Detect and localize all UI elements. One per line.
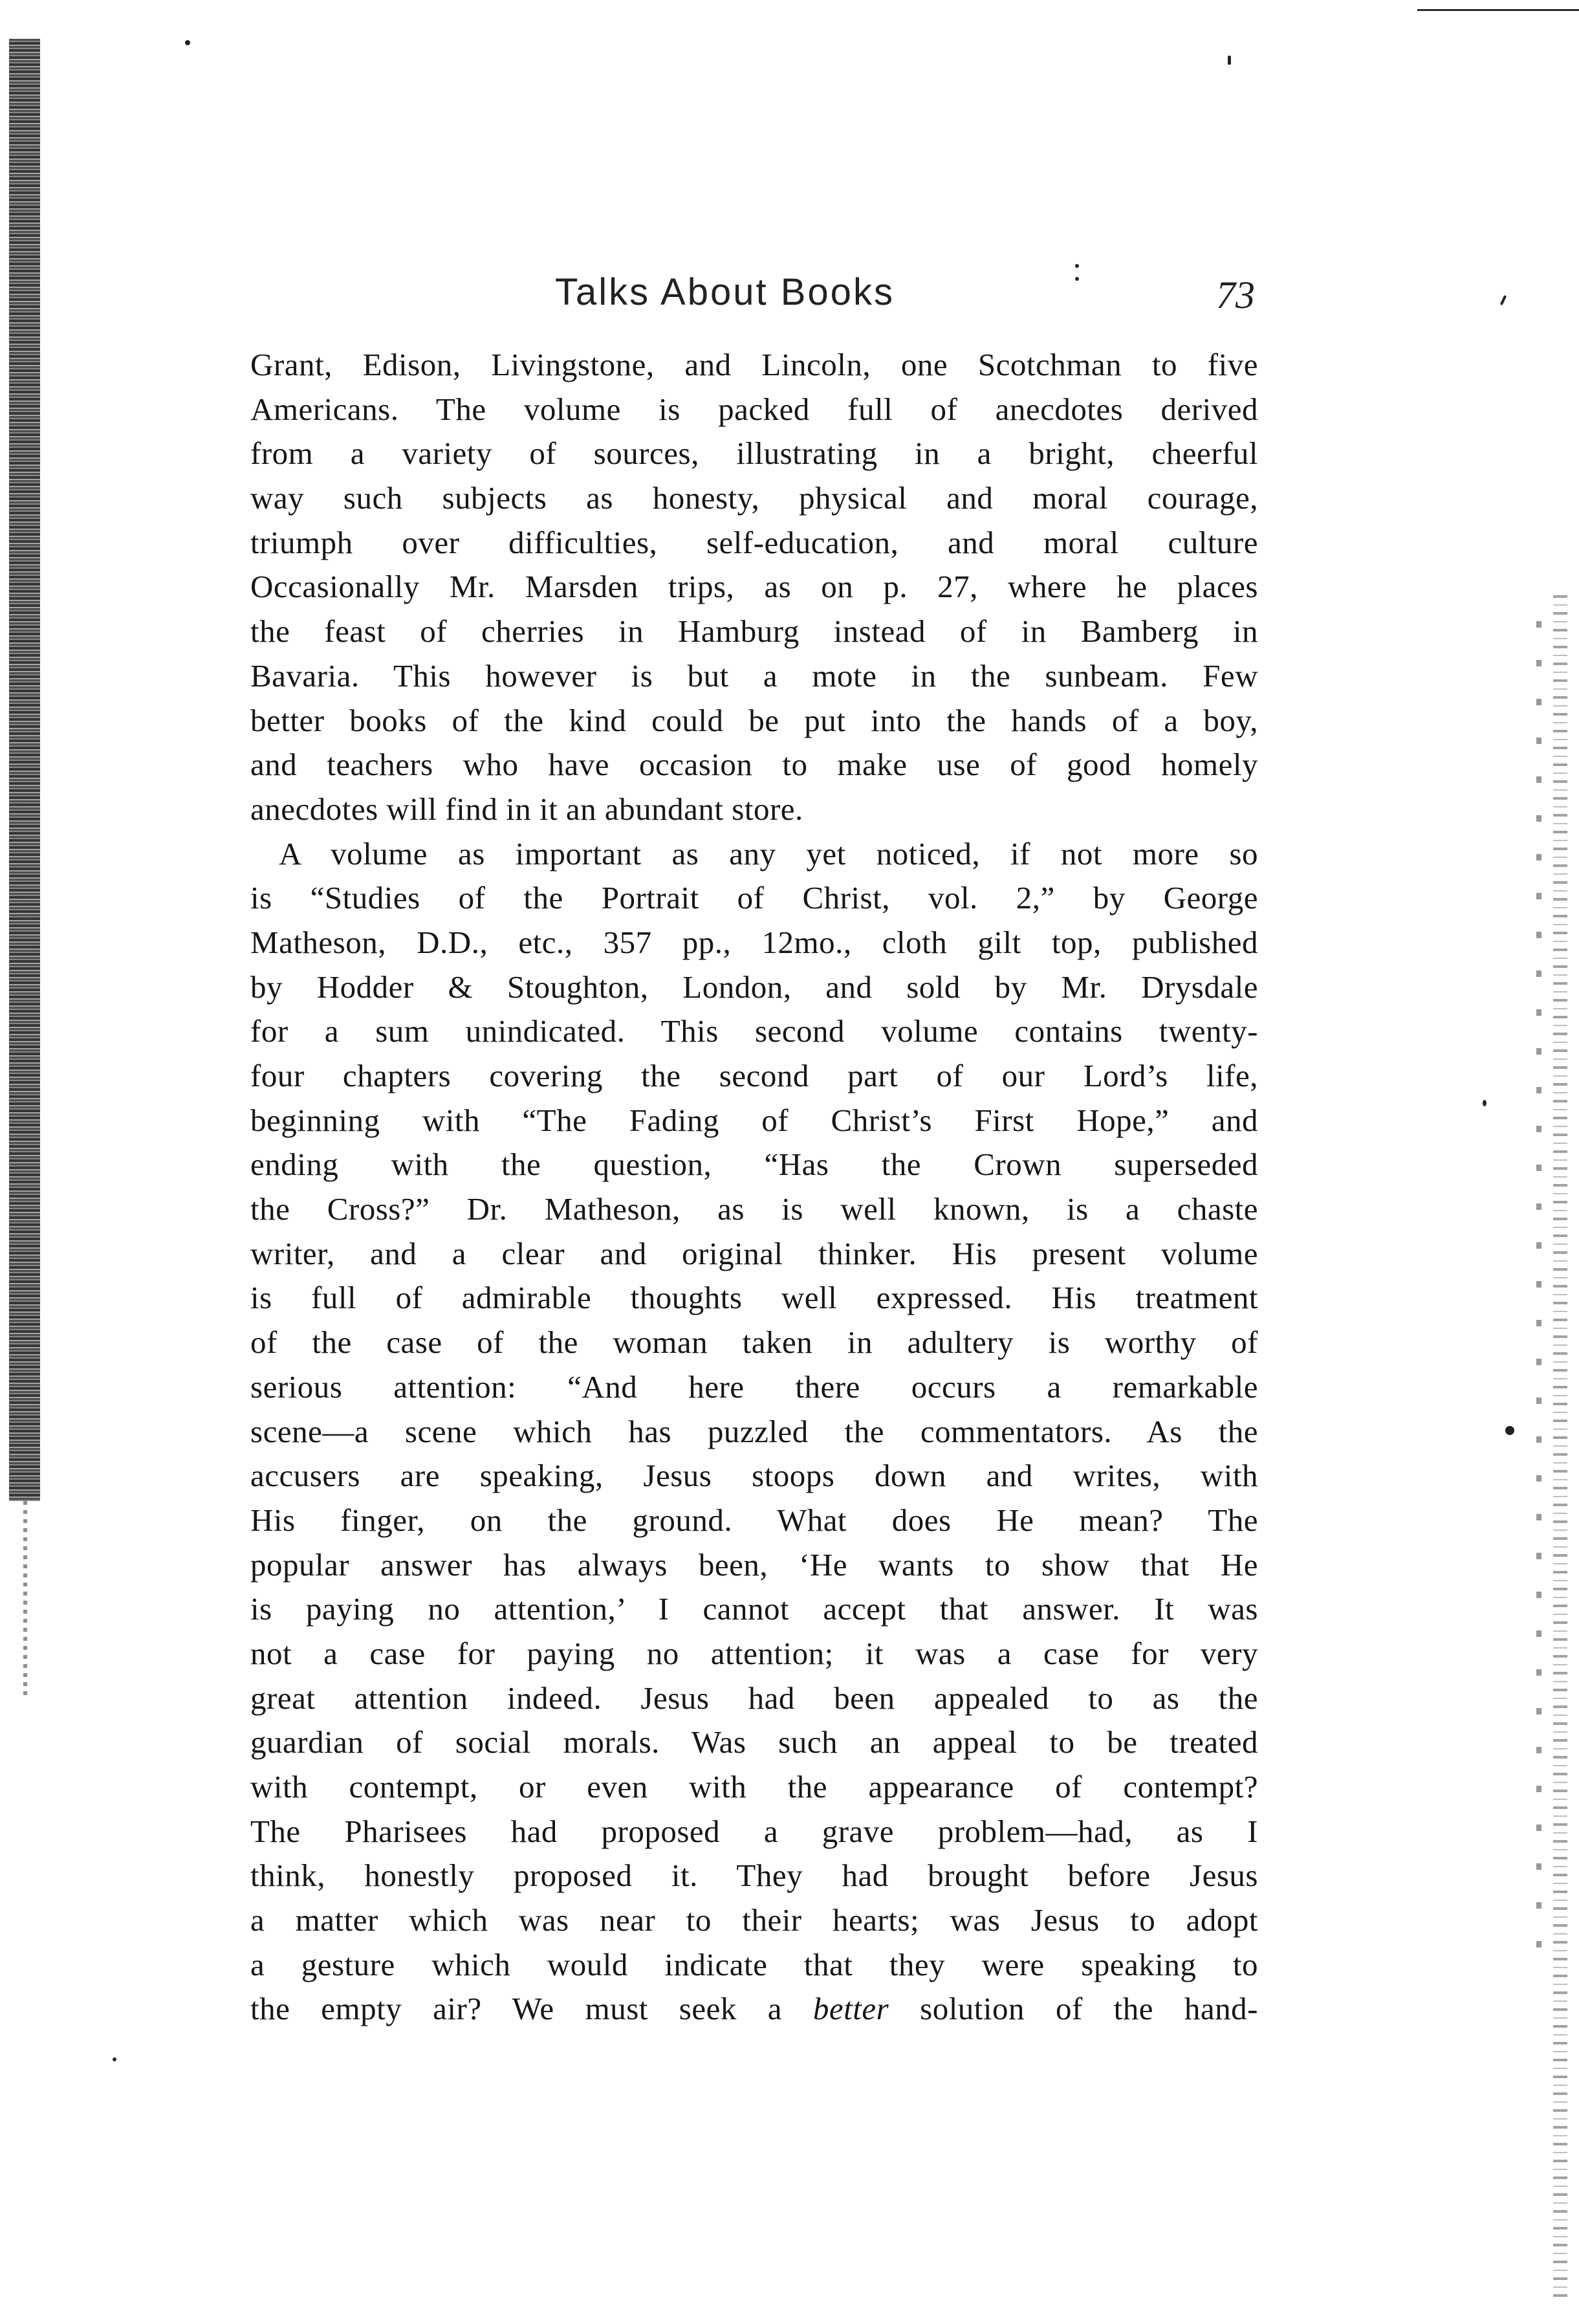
text-line: is “Studies of the Portrait of Christ, vol. 2,” by George — [250, 880, 1258, 916]
text-line: serious attention: “And here there occurs a remarkable — [250, 1368, 1258, 1405]
text-line: is paying no attention,’ I cannot accept that answer. It was — [250, 1591, 1258, 1627]
page-header — [246, 270, 1268, 322]
text-line: the Cross?” Dr. Matheson, as is well known, is a chaste — [250, 1191, 1258, 1227]
speck-mark — [185, 40, 190, 45]
paragraph-start-line: A volume as important as any yet noticed, if not more so — [279, 835, 1258, 872]
text-segment: solution of the hand- — [889, 1991, 1258, 2027]
text-line: Bavaria. This however is but a mote in the sunbeam. Few — [250, 657, 1258, 694]
top-rule — [1417, 9, 1579, 11]
speck-mark — [113, 2057, 116, 2061]
page-edge-left — [9, 39, 40, 1501]
text-line: anecdotes will find in it an abundant store. — [250, 791, 803, 827]
running-title: Talks About Books — [555, 271, 895, 313]
text-line: with contempt, or even with the appearance of contempt? — [250, 1769, 1258, 1804]
text-line: ending with the question, “Has the Crown superseded — [250, 1146, 1258, 1183]
text-line: is full of admirable thoughts well expressed. His treatment — [250, 1280, 1258, 1316]
text-line: way such subjects as honesty, physical and moral courage, — [250, 480, 1258, 516]
page-number: 73 — [1216, 274, 1255, 316]
text-line: beginning with “The Fading of Christ’s First Hope,” and — [250, 1102, 1258, 1138]
text-line-final — [250, 1987, 1258, 2032]
text-line: guardian of social morals. Was such an appeal to be treated — [250, 1724, 1258, 1760]
text-line: not a case for paying no attention; it was a case for very — [250, 1635, 1258, 1671]
text-line: from a variety of sources, illustrating in a bright, cheerful — [250, 435, 1258, 472]
speck-mark — [1075, 264, 1079, 268]
text-line: a matter which was near to their hearts; was Jesus to adopt — [250, 1902, 1258, 1938]
text-line: accusers are speaking, Jesus stoops down and writes, with — [250, 1458, 1258, 1494]
speck-mark — [1228, 56, 1231, 65]
speck-mark — [1505, 1426, 1514, 1435]
text-line: His finger, on the ground. What does He mean? The — [250, 1502, 1258, 1538]
text-line: Americans. The volume is packed full of anecdotes derived — [250, 391, 1258, 427]
text-line: and teachers who have occasion to make use of good homely — [250, 747, 1258, 783]
body-text — [250, 343, 1258, 2032]
text-line: great attention indeed. Jesus had been appealed to as the — [250, 1680, 1258, 1716]
text-line: Occasionally Mr. Marsden trips, as on p. 27, where he places — [250, 569, 1258, 605]
page-edge-right — [1553, 595, 1567, 2303]
text-line: writer, and a clear and original thinker. His present volume — [250, 1235, 1258, 1271]
text-line: the feast of cherries in Hamburg instead of in Bamberg in — [250, 613, 1258, 650]
italic-word: better — [812, 1991, 889, 2027]
text-line: a gesture which would indicate that they were speaking to — [250, 1946, 1258, 1982]
text-line: think, honestly proposed it. They had brought before Jesus — [250, 1858, 1258, 1894]
text-line: of the case of the woman taken in adultery is worthy of — [250, 1324, 1258, 1361]
text-line: triumph over difficulties, self-education, and moral culture — [250, 524, 1258, 560]
text-segment: the empty air? We must seek a — [250, 1991, 813, 2027]
page-edge-right-inner — [1536, 621, 1541, 1980]
text-line: The Pharisees had proposed a grave problem—had, as I — [250, 1813, 1258, 1849]
text-line: better books of the kind could be put into the hands of a boy, — [250, 702, 1258, 738]
text-line: Matheson, D.D., etc., 357 pp., 12mo., cloth gilt top, published — [250, 924, 1258, 960]
text-line: four chapters covering the second part of our Lord’s life, — [250, 1058, 1258, 1093]
text-line: scene—a scene which has puzzled the commentators. As the — [250, 1413, 1258, 1449]
speck-mark — [1483, 1100, 1486, 1106]
text-line: for a sum unindicated. This second volume contains twenty- — [250, 1013, 1258, 1049]
page-edge-left-tail — [23, 1501, 27, 1695]
text-line: popular answer has always been, ‘He wants to show that He — [250, 1546, 1258, 1583]
text-line: Grant, Edison, Livingstone, and Lincoln, one Scotchman to five — [250, 347, 1258, 382]
speck-mark — [1500, 295, 1507, 305]
text-line: by Hodder & Stoughton, London, and sold by Mr. Drysdale — [250, 969, 1258, 1005]
